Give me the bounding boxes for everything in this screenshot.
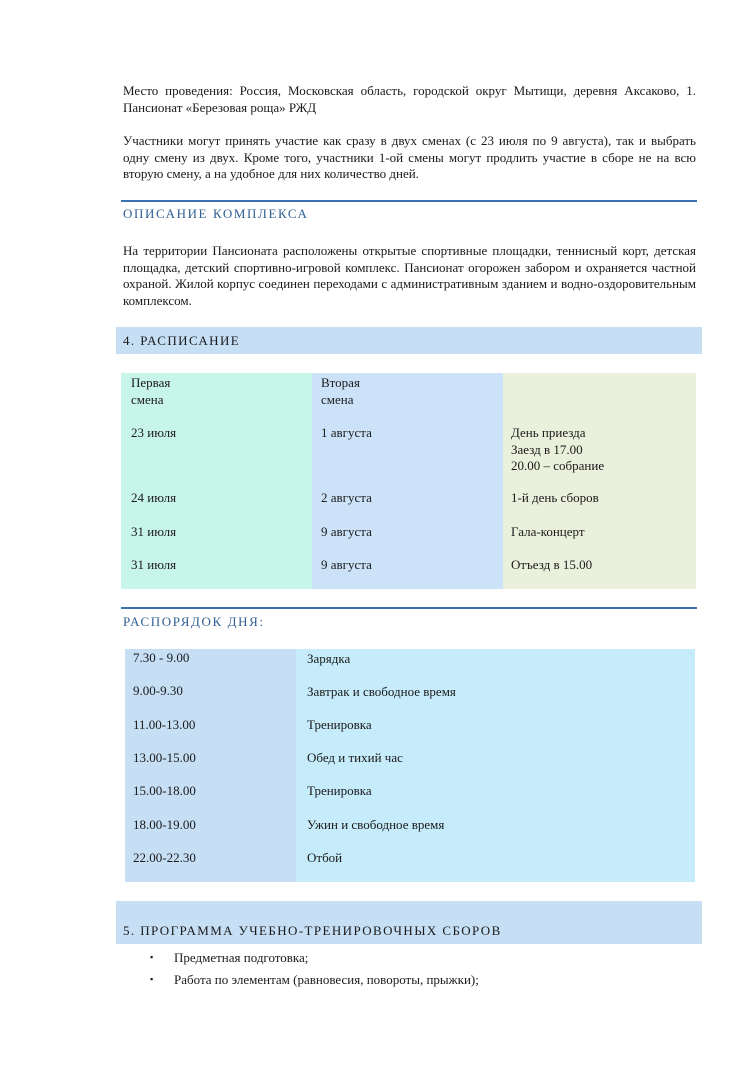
bullet-icon: ▪ [150, 952, 154, 962]
schedule-cell: 23 июля [131, 425, 177, 440]
routine-time: 7.30 - 9.00 [133, 650, 190, 665]
routine-time: 22.00-22.30 [133, 850, 196, 865]
routine-time: 11.00-13.00 [133, 717, 196, 732]
routine-time: 15.00-18.00 [133, 783, 196, 798]
routine-activity: Завтрак и свободное время [307, 684, 456, 699]
schedule-cell: 2 августа [321, 490, 372, 505]
schedule-cell: 1-й день сборов [511, 490, 599, 505]
routine-activity-column [296, 649, 695, 882]
routine-time-column [125, 649, 296, 882]
routine-time: 9.00-9.30 [133, 683, 183, 698]
schedule-header-first-shift: Первая смена [131, 375, 171, 407]
routine-heading: РАСПОРЯДОК ДНЯ: [123, 614, 265, 629]
schedule-cell: День приезда Заезд в 17.00 20.00 – собрание [511, 425, 605, 473]
program-heading: 5. ПРОГРАММА УЧЕБНО-ТРЕНИРОВОЧНЫХ СБОРОВ [123, 923, 502, 938]
schedule-cell: Гала-концерт [511, 524, 585, 539]
program-item: Работа по элементам (равновесия, повороты, прыжки); [174, 972, 479, 987]
routine-time: 13.00-15.00 [133, 750, 196, 765]
schedule-column-events [503, 373, 696, 589]
routine-activity: Зарядка [307, 651, 351, 666]
schedule-cell: 1 августа [321, 425, 372, 440]
schedule-column-second-shift [312, 373, 503, 589]
schedule-cell: Отъезд в 15.00 [511, 557, 593, 572]
schedule-header-second-shift: Вторая смена [321, 375, 360, 407]
venue-paragraph: Место проведения: Россия, Московская область, городской округ Мытищи, деревня Аксаково, 1. Пансионат «Березовая роща» РЖД [123, 83, 696, 115]
complex-paragraph: На территории Пансионата расположены открытые спортивные площадки, теннисный корт, детская площадка, детский спортивно-игровой комплекс. Пансионат огорожен забором и охраняется частной охраной. Жилой корпус соединен переходами с административным зданием и водно-оздоровительным комплексом. [123, 243, 696, 308]
routine-activity: Отбой [307, 850, 343, 865]
bullet-icon: ▪ [150, 974, 154, 984]
routine-activity: Тренировка [307, 717, 372, 732]
schedule-heading-band [116, 327, 702, 354]
participation-paragraph: Участники могут принять участие как сразу в двух сменах (с 23 июля по 9 августа), так и выбрать одну смену из двух. Кроме того, участники 1-ой смены могут продлить участие в сборе не на всю вторую смену, а на удобное для них количество дней. [123, 133, 696, 181]
schedule-cell: 31 июля [131, 557, 177, 572]
schedule-column-first-shift [121, 373, 312, 589]
complex-heading: ОПИСАНИЕ КОМПЛЕКСА [123, 206, 309, 221]
program-heading-band [116, 901, 702, 944]
program-item: Предметная подготовка; [174, 950, 309, 965]
schedule-heading: 4. РАСПИСАНИЕ [123, 333, 241, 348]
schedule-cell: 9 августа [321, 524, 372, 539]
section-divider [121, 200, 697, 202]
routine-activity: Обед и тихий час [307, 750, 403, 765]
section-divider [121, 607, 697, 609]
schedule-cell: 24 июля [131, 490, 177, 505]
schedule-cell: 31 июля [131, 524, 177, 539]
schedule-cell: 9 августа [321, 557, 372, 572]
routine-time: 18.00-19.00 [133, 817, 196, 832]
routine-activity: Тренировка [307, 783, 372, 798]
routine-activity: Ужин и свободное время [307, 817, 445, 832]
